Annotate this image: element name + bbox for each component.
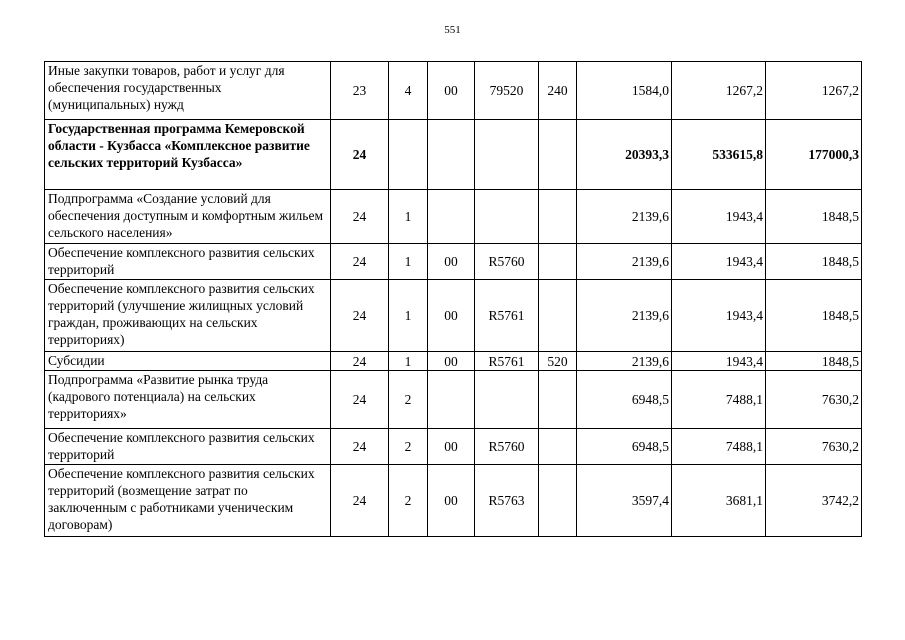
direction-code: 00 — [428, 62, 475, 120]
row-name: Обеспечение комплексного развития сельских территорий (улучшение жилищных условий граждан, проживающих на сельских территориях) — [45, 280, 331, 352]
subprogram-code: 1 — [389, 190, 428, 244]
expense-direction-code — [475, 371, 539, 429]
program-code: 24 — [331, 280, 389, 352]
direction-code — [428, 190, 475, 244]
table-row — [45, 429, 862, 465]
amount-year-2: 7488,1 — [672, 429, 766, 465]
direction-code: 00 — [428, 465, 475, 537]
program-code: 24 — [331, 190, 389, 244]
row-name: Обеспечение комплексного развития сельских территорий — [45, 429, 331, 465]
amount-year-1: 3597,4 — [577, 465, 672, 537]
direction-code: 00 — [428, 244, 475, 280]
subprogram-code: 2 — [389, 429, 428, 465]
amount-year-3: 1848,5 — [766, 190, 862, 244]
direction-code — [428, 371, 475, 429]
expense-type-code — [539, 120, 577, 190]
program-code: 23 — [331, 62, 389, 120]
expense-type-code — [539, 429, 577, 465]
direction-code: 00 — [428, 429, 475, 465]
subprogram-code: 2 — [389, 371, 428, 429]
subprogram-code: 4 — [389, 62, 428, 120]
expense-type-code — [539, 190, 577, 244]
amount-year-1: 20393,3 — [577, 120, 672, 190]
row-name: Подпрограмма «Создание условий для обеспечения доступным и комфортным жильем сельского населения» — [45, 190, 331, 244]
direction-code — [428, 120, 475, 190]
table-row — [45, 62, 862, 120]
amount-year-1: 2139,6 — [577, 352, 672, 371]
amount-year-1: 2139,6 — [577, 244, 672, 280]
program-code: 24 — [331, 465, 389, 537]
subprogram-code: 1 — [389, 280, 428, 352]
expense-direction-code: R5761 — [475, 352, 539, 371]
expense-direction-code: R5760 — [475, 429, 539, 465]
amount-year-2: 1943,4 — [672, 190, 766, 244]
amount-year-3: 1848,5 — [766, 244, 862, 280]
subprogram-code: 1 — [389, 352, 428, 371]
program-code: 24 — [331, 371, 389, 429]
budget-table — [44, 61, 862, 537]
expense-direction-code: R5763 — [475, 465, 539, 537]
program-code: 24 — [331, 429, 389, 465]
amount-year-1: 6948,5 — [577, 429, 672, 465]
expense-type-code — [539, 280, 577, 352]
expense-direction-code: R5760 — [475, 244, 539, 280]
row-name: Субсидии — [45, 352, 331, 371]
amount-year-3: 1848,5 — [766, 352, 862, 371]
expense-direction-code — [475, 120, 539, 190]
expense-type-code: 520 — [539, 352, 577, 371]
direction-code: 00 — [428, 352, 475, 371]
table-row — [45, 120, 862, 190]
row-name: Иные закупки товаров, работ и услуг для обеспечения государственных (муниципальных) нужд — [45, 62, 331, 120]
row-name: Обеспечение комплексного развития сельских территорий — [45, 244, 331, 280]
amount-year-2: 7488,1 — [672, 371, 766, 429]
amount-year-2: 533615,8 — [672, 120, 766, 190]
table-row — [45, 190, 862, 244]
amount-year-2: 1943,4 — [672, 352, 766, 371]
expense-type-code — [539, 371, 577, 429]
amount-year-3: 7630,2 — [766, 371, 862, 429]
subprogram-code — [389, 120, 428, 190]
expense-direction-code: 79520 — [475, 62, 539, 120]
amount-year-2: 1943,4 — [672, 280, 766, 352]
row-name: Подпрограмма «Развитие рынка труда (кадрового потенциала) на сельских территориях» — [45, 371, 331, 429]
subprogram-code: 2 — [389, 465, 428, 537]
expense-direction-code — [475, 190, 539, 244]
expense-type-code — [539, 465, 577, 537]
amount-year-1: 2139,6 — [577, 280, 672, 352]
table-row — [45, 371, 862, 429]
program-code: 24 — [331, 352, 389, 371]
page-number: 551 — [444, 24, 461, 36]
amount-year-3: 1848,5 — [766, 280, 862, 352]
table-row — [45, 465, 862, 537]
amount-year-3: 177000,3 — [766, 120, 862, 190]
program-code: 24 — [331, 120, 389, 190]
amount-year-3: 1267,2 — [766, 62, 862, 120]
row-name: Государственная программа Кемеровской области - Кузбасса «Комплексное развитие сельских территорий Кузбасса» — [45, 120, 331, 190]
amount-year-3: 7630,2 — [766, 429, 862, 465]
amount-year-2: 1943,4 — [672, 244, 766, 280]
expense-direction-code: R5761 — [475, 280, 539, 352]
direction-code: 00 — [428, 280, 475, 352]
amount-year-3: 3742,2 — [766, 465, 862, 537]
amount-year-1: 6948,5 — [577, 371, 672, 429]
program-code: 24 — [331, 244, 389, 280]
subprogram-code: 1 — [389, 244, 428, 280]
table-row — [45, 280, 862, 352]
expense-type-code — [539, 244, 577, 280]
amount-year-2: 1267,2 — [672, 62, 766, 120]
table-row — [45, 244, 862, 280]
amount-year-1: 2139,6 — [577, 190, 672, 244]
amount-year-2: 3681,1 — [672, 465, 766, 537]
amount-year-1: 1584,0 — [577, 62, 672, 120]
table-row — [45, 352, 862, 371]
expense-type-code: 240 — [539, 62, 577, 120]
row-name: Обеспечение комплексного развития сельских территорий (возмещение затрат по заключенным с работниками ученическим договорам) — [45, 465, 331, 537]
